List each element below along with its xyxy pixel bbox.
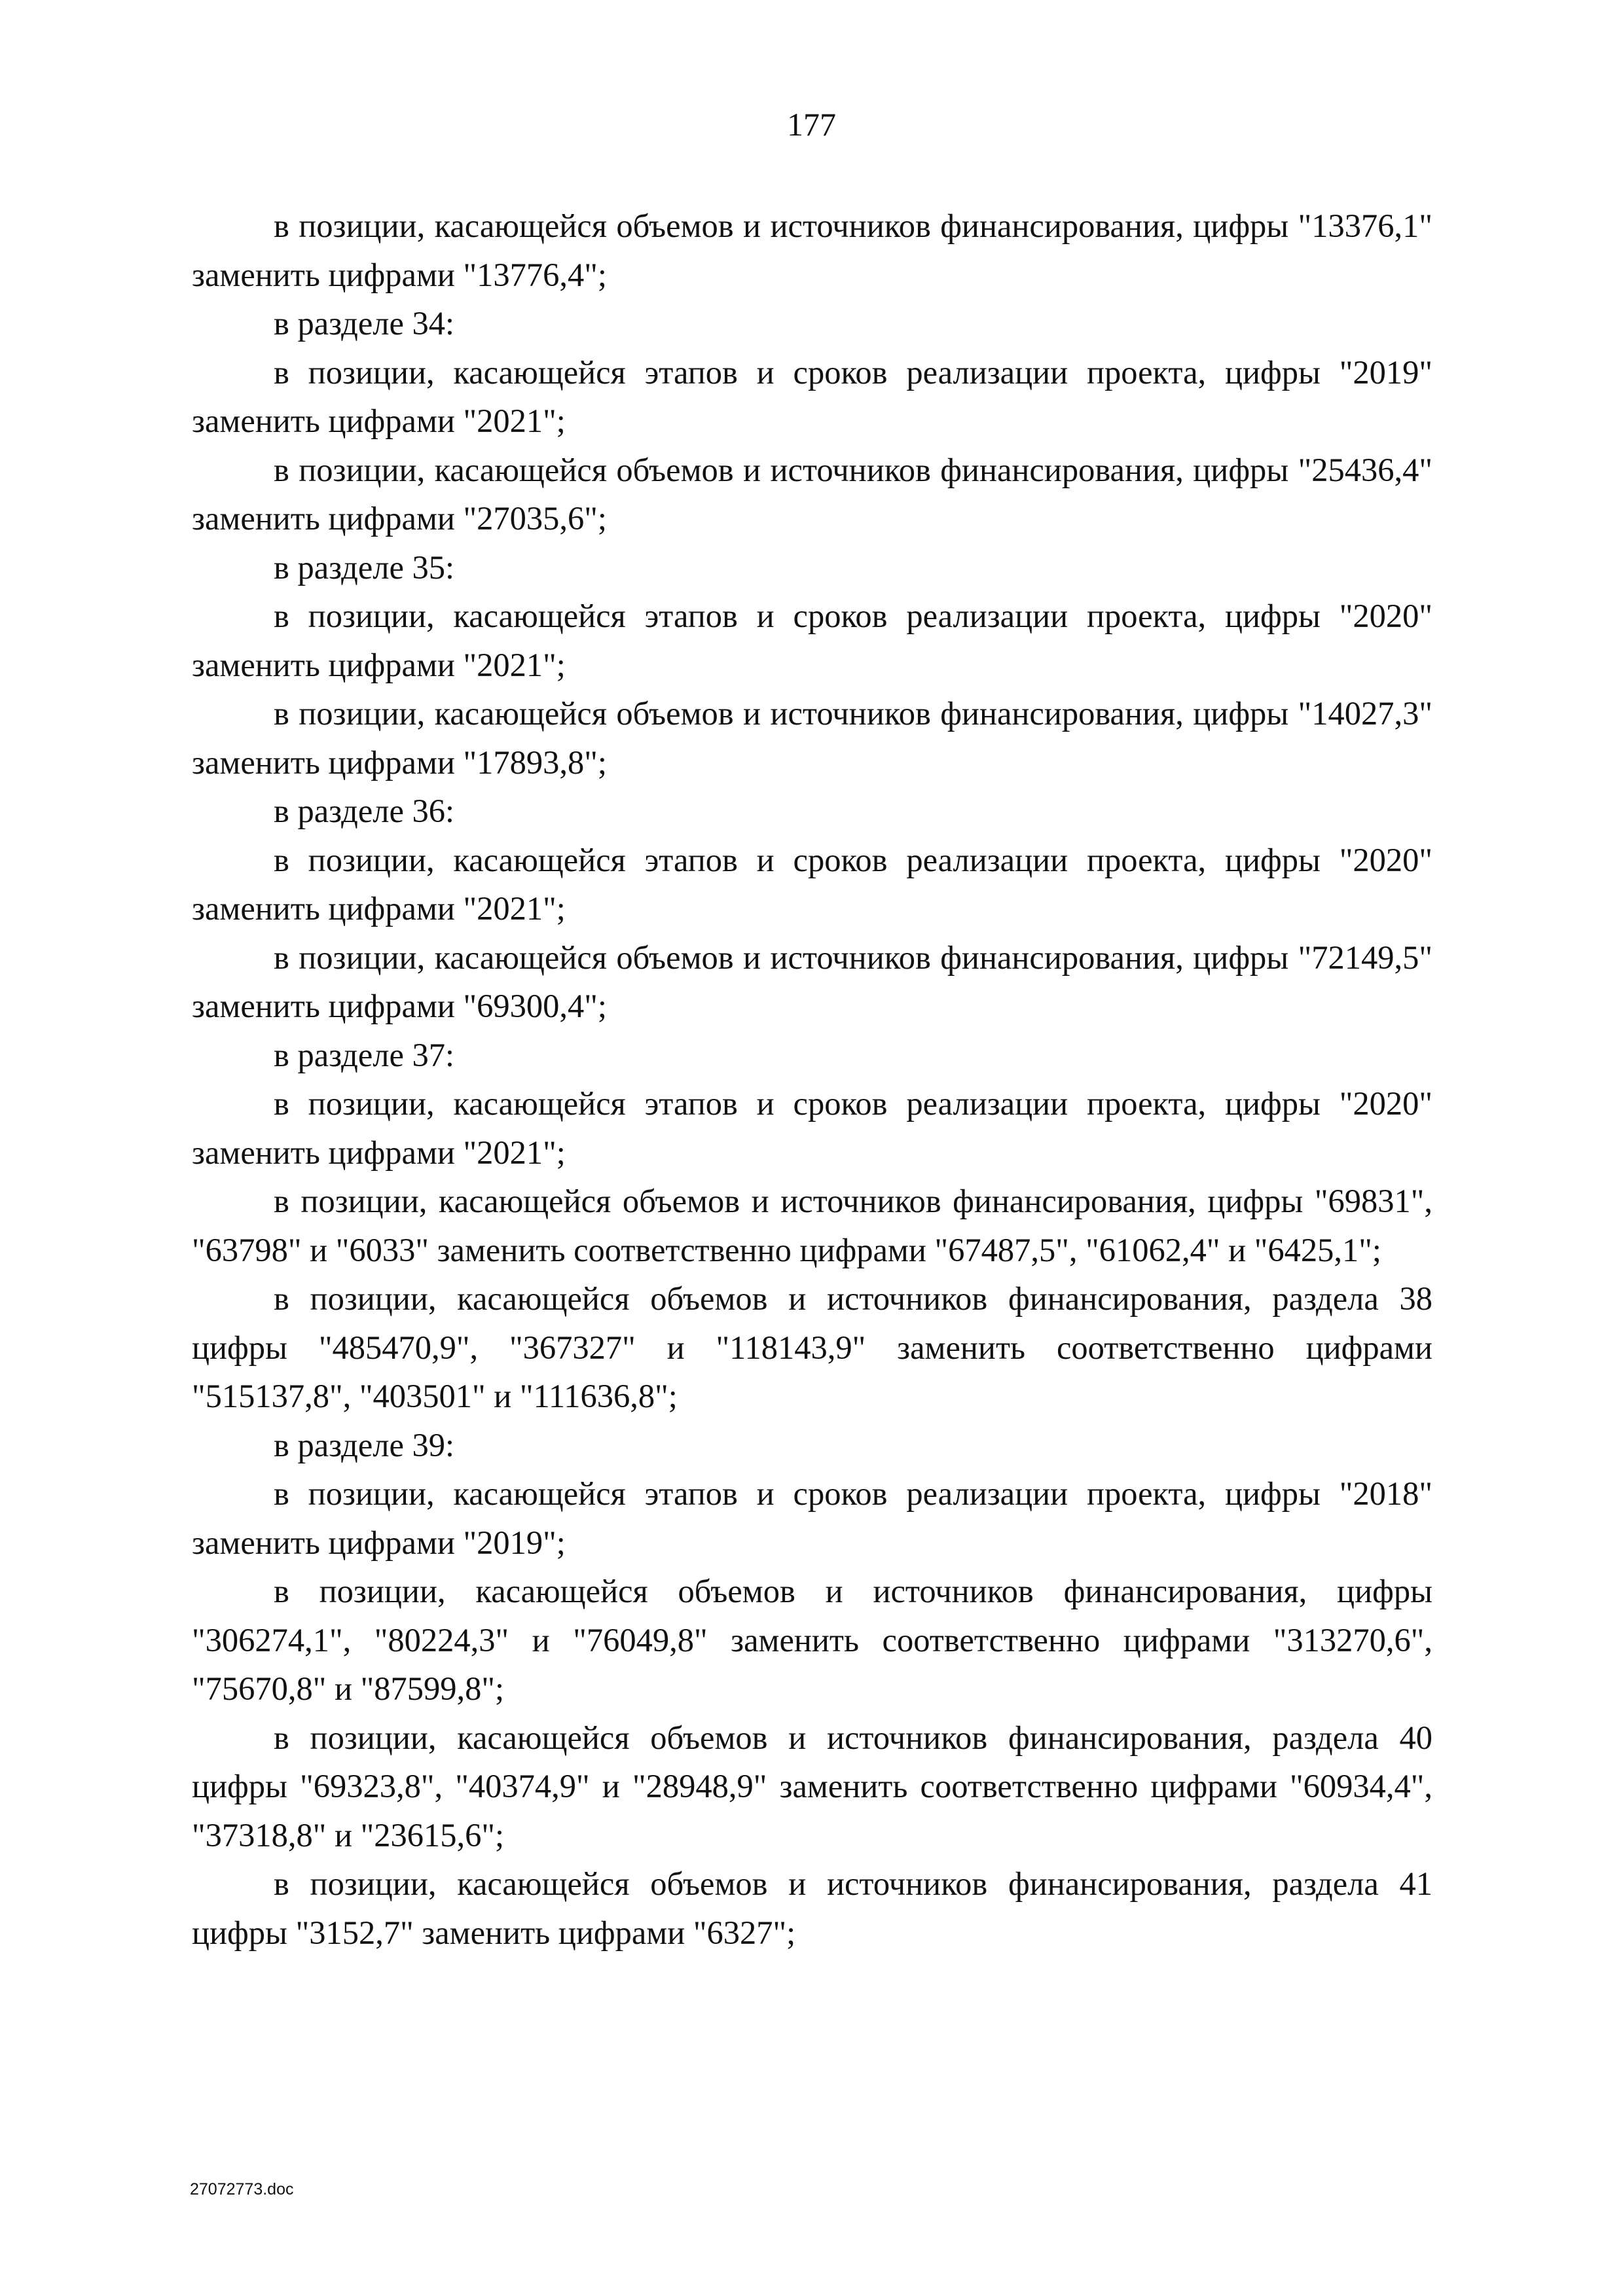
paragraph-section-40-funding: в позиции, касающейся объемов и источников финансирования, раздела 40 цифры "69323,8", "40374,9" и "28948,9" заменить соответственно цифрами "60934,4", "37318,8" и "23615,6"; [192,1719,1432,1854]
paragraph-section-37-funding: в позиции, касающейся объемов и источников финансирования, цифры "69831", "63798" и "6033" заменить соответственно цифрами "67487,5", "61062,4" и "6425,1"; [192,1183,1432,1268]
paragraph-section-39-funding: в позиции, касающейся объемов и источников финансирования, цифры "306274,1", "80224,3" и "76049,8" заменить соответственно цифрами "313270,6", "75670,8" и "87599,8"; [192,1573,1432,1707]
paragraph-section-34-stages: в позиции, касающейся этапов и сроков реализации проекта, цифры "2019" заменить цифрами "2021"; [192,353,1432,439]
section-heading-39: в разделе 39: [274,1426,455,1463]
section-heading-34: в разделе 34: [274,305,455,342]
paragraph-section-39-stages: в позиции, касающейся этапов и сроков реализации проекта, цифры "2018" заменить цифрами "2019"; [192,1475,1432,1561]
section-heading-35: в разделе 35: [274,548,455,586]
footer-filename: 27072773.doc [190,2180,294,2198]
paragraph-section-36-stages: в позиции, касающейся этапов и сроков реализации проекта, цифры "2020" заменить цифрами "2021"; [192,841,1432,927]
document-body [192,202,1432,1957]
paragraph-section-37-stages: в позиции, касающейся этапов и сроков реализации проекта, цифры "2020" заменить цифрами "2021"; [192,1085,1432,1171]
page-number: 177 [787,106,836,143]
paragraph-section-34-funding: в позиции, касающейся объемов и источников финансирования, цифры "25436,4" заменить цифрами "27035,6"; [192,451,1432,537]
paragraph-section-38-funding: в позиции, касающейся объемов и источников финансирования, раздела 38 цифры "485470,9", "367327" и "118143,9" заменить соответственно цифрами "515137,8", "403501" и "111636,8"; [192,1280,1432,1414]
paragraph-section-36-funding: в позиции, касающейся объемов и источников финансирования, цифры "72149,5" заменить цифрами "69300,4"; [192,939,1432,1024]
section-heading-36: в разделе 36: [274,793,455,829]
paragraph-section-41-funding: в позиции, касающейся объемов и источников финансирования, раздела 41 цифры "3152,7" заменить цифрами "6327"; [192,1865,1432,1951]
section-heading-37: в разделе 37: [274,1036,455,1073]
paragraph-section-35-stages: в позиции, касающейся этапов и сроков реализации проекта, цифры "2020" заменить цифрами "2021"; [192,598,1432,683]
paragraph-section-35-funding: в позиции, касающейся объемов и источников финансирования, цифры "14027,3" заменить цифрами "17893,8"; [192,695,1432,781]
paragraph-section-33-funding: в позиции, касающейся объемов и источников финансирования, цифры "13376,1" заменить цифрами "13776,4"; [192,207,1432,293]
